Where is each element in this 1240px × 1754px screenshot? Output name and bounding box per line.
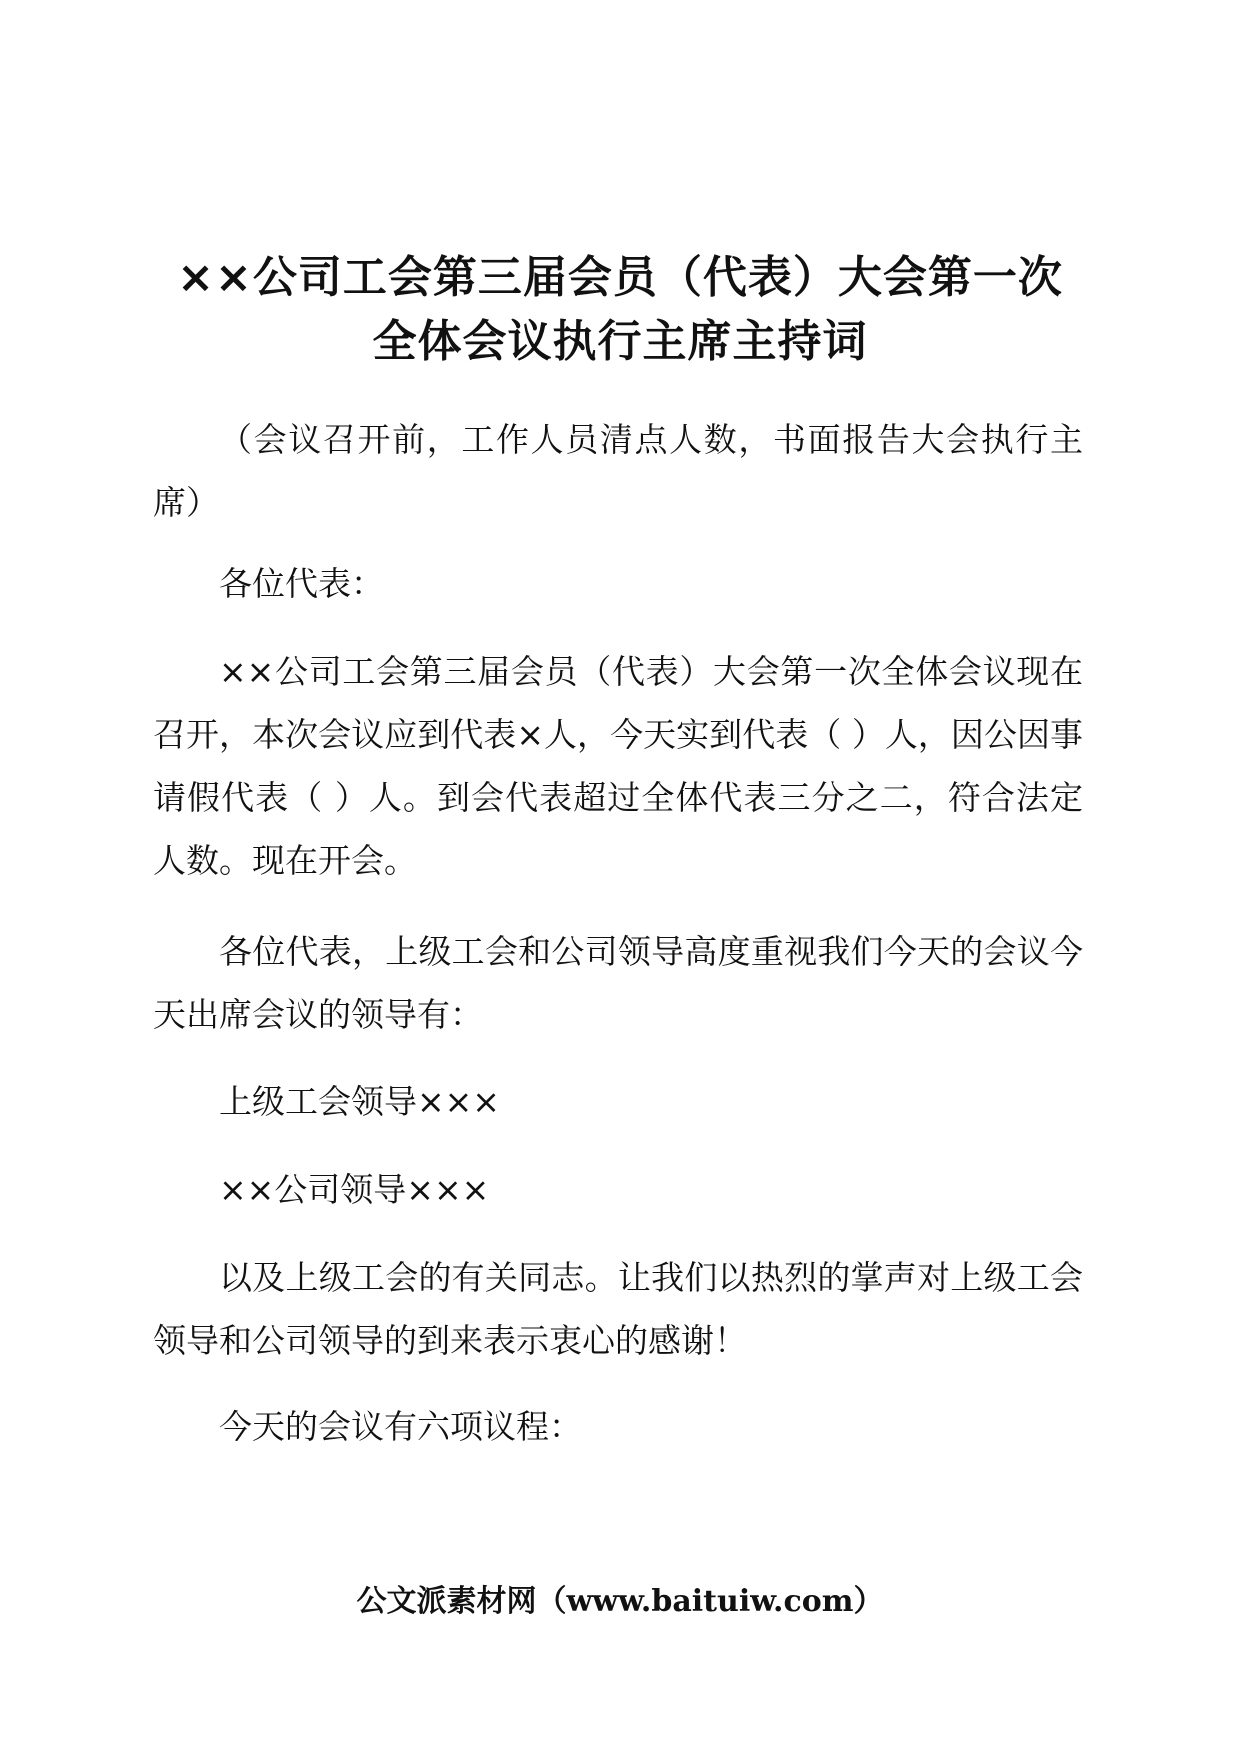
paragraph-opening <box>153 640 1083 892</box>
paragraph-text: 今天的会议有六项议程： <box>219 1407 582 1446</box>
paragraph-text: 各位代表，上级工会和公司领导高度重视我们今天的会议今天出席会议的领导有： <box>153 932 1083 1034</box>
paragraph-text: 上级工会领导××× <box>219 1082 500 1121</box>
paragraph-agenda-intro <box>153 1395 1083 1458</box>
page-footer-watermark: 公文派素材网（www.baituiw.com） <box>356 1584 884 1619</box>
document-title-line-2: 全体会议执行主席主持词 <box>372 316 868 367</box>
paragraph-thanks <box>153 1246 1083 1372</box>
paragraph-text: ××公司工会第三届会员（代表）大会第一次全体会议现在召开，本次会议应到代表×人，今天实到代表（ ）人，因公因事请假代表（ ）人。到会代表超过全体代表三分之二，符合法定人数。现在开会。 <box>153 652 1083 880</box>
paragraph-text: 各位代表： <box>219 564 384 603</box>
paragraph-text: （会议召开前，工作人员清点人数，书面报告大会执行主席） <box>153 420 1083 522</box>
document-title-line-1: ××公司工会第三届会员（代表）大会第一次 <box>177 252 1063 303</box>
paragraph-company-leader <box>153 1158 1083 1221</box>
paragraph-leaders-intro <box>153 920 1083 1046</box>
paragraph-text: ××公司领导××× <box>219 1170 490 1209</box>
paragraph-salutation <box>153 552 1083 615</box>
paragraph-stage-direction <box>153 408 1083 534</box>
paragraph-text: 以及上级工会的有关同志。让我们以热烈的掌声对上级工会领导和公司领导的到来表示衷心的感谢！ <box>153 1258 1083 1360</box>
paragraph-union-leader <box>153 1070 1083 1133</box>
